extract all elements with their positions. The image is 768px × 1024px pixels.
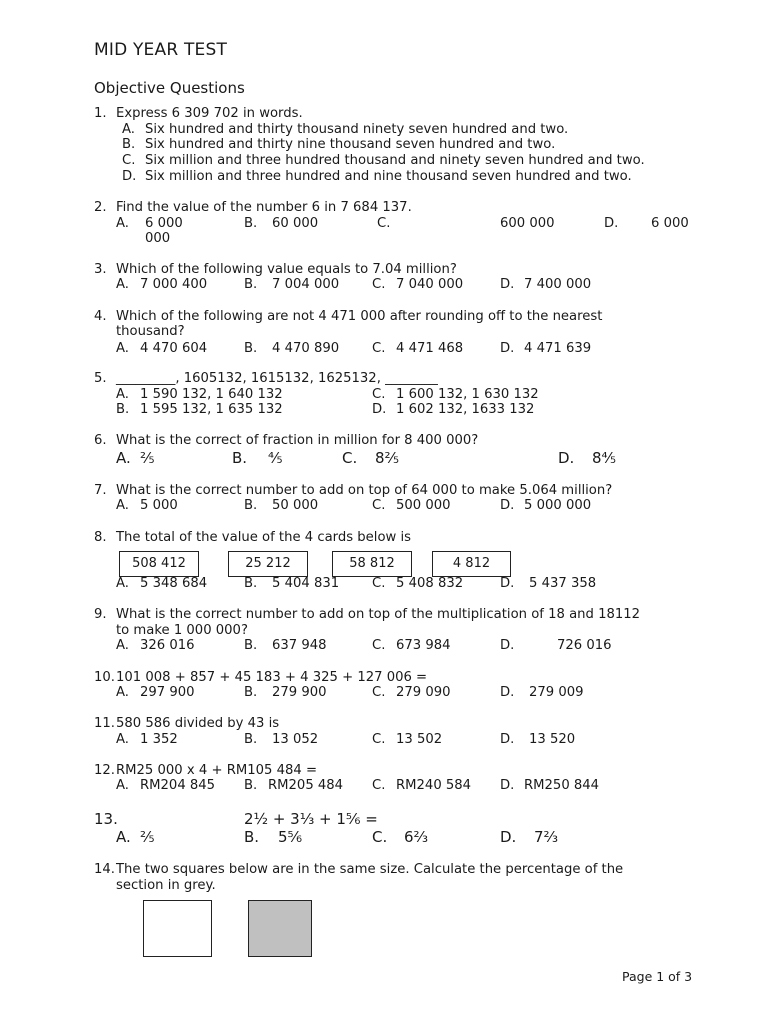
q10-option-a: 297 900 (140, 685, 195, 700)
q14-text-line1: The two squares below are in the same size. Calculate the percentage of the (116, 862, 624, 877)
q9-option-d: 726 016 (557, 638, 612, 653)
q9-option-b: 637 948 (272, 638, 327, 653)
q8-option-b: 5 404 831 (272, 576, 340, 591)
q11-option-d: 13 520 (529, 732, 576, 747)
q9-option-d-key: D. (500, 638, 515, 653)
q11-option-d-key: D. (500, 732, 515, 747)
q7-option-d: 5 000 000 (524, 498, 592, 513)
q8-option-a-key: A. (116, 576, 129, 591)
q3-option-a-key: A. (116, 277, 129, 292)
q13-text: 2½ + 3⅓ + 1⅚ = (244, 810, 378, 828)
q13-option-a-key: A. (116, 828, 131, 846)
q8-option-a: 5 348 684 (140, 576, 208, 591)
q11-option-a: 1 352 (140, 732, 178, 747)
q1-option-c: Six million and three hundred thousand and ninety seven hundred and two. (145, 153, 645, 168)
q11-option-b-key: B. (244, 732, 258, 747)
q14-white-square (143, 900, 212, 957)
q1-option-b-key: B. (122, 137, 136, 152)
q12-option-c-key: C. (372, 778, 386, 793)
q8-option-c-key: C. (372, 576, 386, 591)
q10-option-d-key: D. (500, 685, 515, 700)
q6-option-c: 8⅖ (375, 449, 400, 467)
q3-option-a: 7 000 400 (140, 277, 208, 292)
q2-option-c: 600 000 (500, 216, 555, 231)
q13-number: 13. (94, 810, 118, 828)
q11-option-c: 13 502 (396, 732, 443, 747)
q1-option-d-key: D. (122, 169, 137, 184)
q5-text: _________, 1605132, 1615132, 1625132, ________ (116, 371, 438, 386)
q13-option-d-key: D. (500, 828, 517, 846)
q4-option-c: 4 471 468 (396, 341, 464, 356)
q5-option-d: 1 602 132, 1633 132 (396, 402, 535, 417)
q1-option-d: Six million and three hundred and nine thousand seven hundred and two. (145, 169, 632, 184)
q8-option-c: 5 408 832 (396, 576, 464, 591)
q6-option-d-key: D. (558, 449, 575, 467)
q14-number: 14. (94, 862, 115, 877)
q6-option-b-key: B. (232, 449, 248, 467)
q9-number: 9. (94, 607, 107, 622)
q10-option-a-key: A. (116, 685, 129, 700)
q12-text: RM25 000 x 4 + RM105 484 = (116, 763, 318, 778)
q2-number: 2. (94, 200, 107, 215)
q2-option-d-key: D. (604, 216, 619, 231)
q5-number: 5. (94, 371, 107, 386)
q1-option-a-key: A. (122, 122, 135, 137)
q1-text: Express 6 309 702 in words. (116, 106, 303, 121)
q6-option-a-key: A. (116, 449, 131, 467)
q9-option-c-key: C. (372, 638, 386, 653)
q9-option-c: 673 984 (396, 638, 451, 653)
q12-option-b-key: B. (244, 778, 258, 793)
q8-card-3: 58 812 (332, 551, 412, 577)
q6-text: What is the correct of fraction in million for 8 400 000? (116, 433, 479, 448)
q1-option-a: Six hundred and thirty thousand ninety seven hundred and two. (145, 122, 569, 137)
q10-number: 10. (94, 670, 115, 685)
q13-option-b: 5⅚ (278, 828, 303, 846)
q8-card-1: 508 412 (119, 551, 199, 577)
q14-grey-square (248, 900, 312, 957)
q10-option-d: 279 009 (529, 685, 584, 700)
q11-option-a-key: A. (116, 732, 129, 747)
q1-option-b: Six hundred and thirty nine thousand seven hundred and two. (145, 137, 556, 152)
q12-number: 12. (94, 763, 115, 778)
q10-text: 101 008 + 857 + 45 183 + 4 325 + 127 006 = (116, 670, 428, 685)
q4-text-line2: thousand? (116, 324, 185, 339)
q1-option-c-key: C. (122, 153, 136, 168)
q5-option-b-key: B. (116, 402, 130, 417)
q3-option-c-key: C. (372, 277, 386, 292)
q7-text: What is the correct number to add on top of 64 000 to make 5.064 million? (116, 483, 613, 498)
q8-option-d: 5 437 358 (529, 576, 597, 591)
q11-option-c-key: C. (372, 732, 386, 747)
q4-option-d: 4 471 639 (524, 341, 592, 356)
q12-option-c: RM240 584 (396, 778, 472, 793)
q10-option-b: 279 900 (272, 685, 327, 700)
q3-option-c: 7 040 000 (396, 277, 464, 292)
q7-option-a-key: A. (116, 498, 129, 513)
q9-option-b-key: B. (244, 638, 258, 653)
q7-option-d-key: D. (500, 498, 515, 513)
q12-option-d-key: D. (500, 778, 515, 793)
q5-option-c: 1 600 132, 1 630 132 (396, 387, 539, 402)
q6-number: 6. (94, 433, 107, 448)
q8-option-b-key: B. (244, 576, 258, 591)
q13-option-a: ⅖ (140, 828, 155, 846)
q5-option-a: 1 590 132, 1 640 132 (140, 387, 283, 402)
q3-option-b: 7 004 000 (272, 277, 340, 292)
q6-option-a: ⅖ (140, 449, 155, 467)
q6-option-c-key: C. (342, 449, 358, 467)
q4-option-d-key: D. (500, 341, 515, 356)
q4-option-b-key: B. (244, 341, 258, 356)
q7-option-c: 500 000 (396, 498, 451, 513)
q4-number: 4. (94, 309, 107, 324)
q7-option-c-key: C. (372, 498, 386, 513)
q14-text-line2: section in grey. (116, 878, 216, 893)
q13-option-c-key: C. (372, 828, 388, 846)
q1-number: 1. (94, 106, 107, 121)
q5-option-d-key: D. (372, 402, 387, 417)
q3-option-d-key: D. (500, 277, 515, 292)
q11-text: 580 586 divided by 43 is (116, 716, 280, 731)
q9-text-line2: to make 1 000 000? (116, 623, 248, 638)
q10-option-c-key: C. (372, 685, 386, 700)
q8-option-d-key: D. (500, 576, 515, 591)
q7-option-b: 50 000 (272, 498, 319, 513)
q2-option-b-key: B. (244, 216, 258, 231)
page-number: Page 1 of 3 (622, 969, 693, 984)
q5-option-a-key: A. (116, 387, 129, 402)
q2-wrap: 000 (145, 231, 171, 246)
q4-option-c-key: C. (372, 341, 386, 356)
q2-text: Find the value of the number 6 in 7 684 137. (116, 200, 412, 215)
q10-option-c: 279 090 (396, 685, 451, 700)
test-title: MID YEAR TEST (94, 40, 228, 60)
q6-option-b: ⅘ (268, 449, 283, 467)
q5-option-c-key: C. (372, 387, 386, 402)
q13-option-c: 6⅔ (404, 828, 429, 846)
q4-text-line1: Which of the following are not 4 471 000 after rounding off to the nearest (116, 309, 603, 324)
q9-option-a: 326 016 (140, 638, 195, 653)
q9-option-a-key: A. (116, 638, 129, 653)
q4-option-a: 4 470 604 (140, 341, 208, 356)
q12-option-d: RM250 844 (524, 778, 600, 793)
q4-option-a-key: A. (116, 341, 129, 356)
q9-text-line1: What is the correct number to add on top of the multiplication of 18 and 18112 (116, 607, 641, 622)
q3-option-d: 7 400 000 (524, 277, 592, 292)
q8-text: The total of the value of the 4 cards below is (116, 530, 412, 545)
q3-option-b-key: B. (244, 277, 258, 292)
q7-option-b-key: B. (244, 498, 258, 513)
q11-option-b: 13 052 (272, 732, 319, 747)
q11-number: 11. (94, 716, 115, 731)
q2-option-a-key: A. (116, 216, 129, 231)
q2-option-d: 6 000 (651, 216, 689, 231)
q13-option-b-key: B. (244, 828, 260, 846)
q12-option-b: RM205 484 (268, 778, 344, 793)
q8-card-2: 25 212 (228, 551, 308, 577)
q12-option-a: RM204 845 (140, 778, 216, 793)
q7-number: 7. (94, 483, 107, 498)
q2-option-c-key: C. (377, 216, 391, 231)
q3-number: 3. (94, 262, 107, 277)
q8-card-4: 4 812 (432, 551, 511, 577)
q13-option-d: 7⅔ (534, 828, 559, 846)
q5-option-b: 1 595 132, 1 635 132 (140, 402, 283, 417)
section-heading: Objective Questions (94, 79, 245, 97)
q8-number: 8. (94, 530, 107, 545)
q4-option-b: 4 470 890 (272, 341, 340, 356)
q12-option-a-key: A. (116, 778, 129, 793)
q6-option-d: 8⅘ (592, 449, 617, 467)
q2-option-b: 60 000 (272, 216, 319, 231)
q10-option-b-key: B. (244, 685, 258, 700)
q2-option-a: 6 000 (145, 216, 183, 231)
q3-text: Which of the following value equals to 7.04 million? (116, 262, 457, 277)
q7-option-a: 5 000 (140, 498, 178, 513)
